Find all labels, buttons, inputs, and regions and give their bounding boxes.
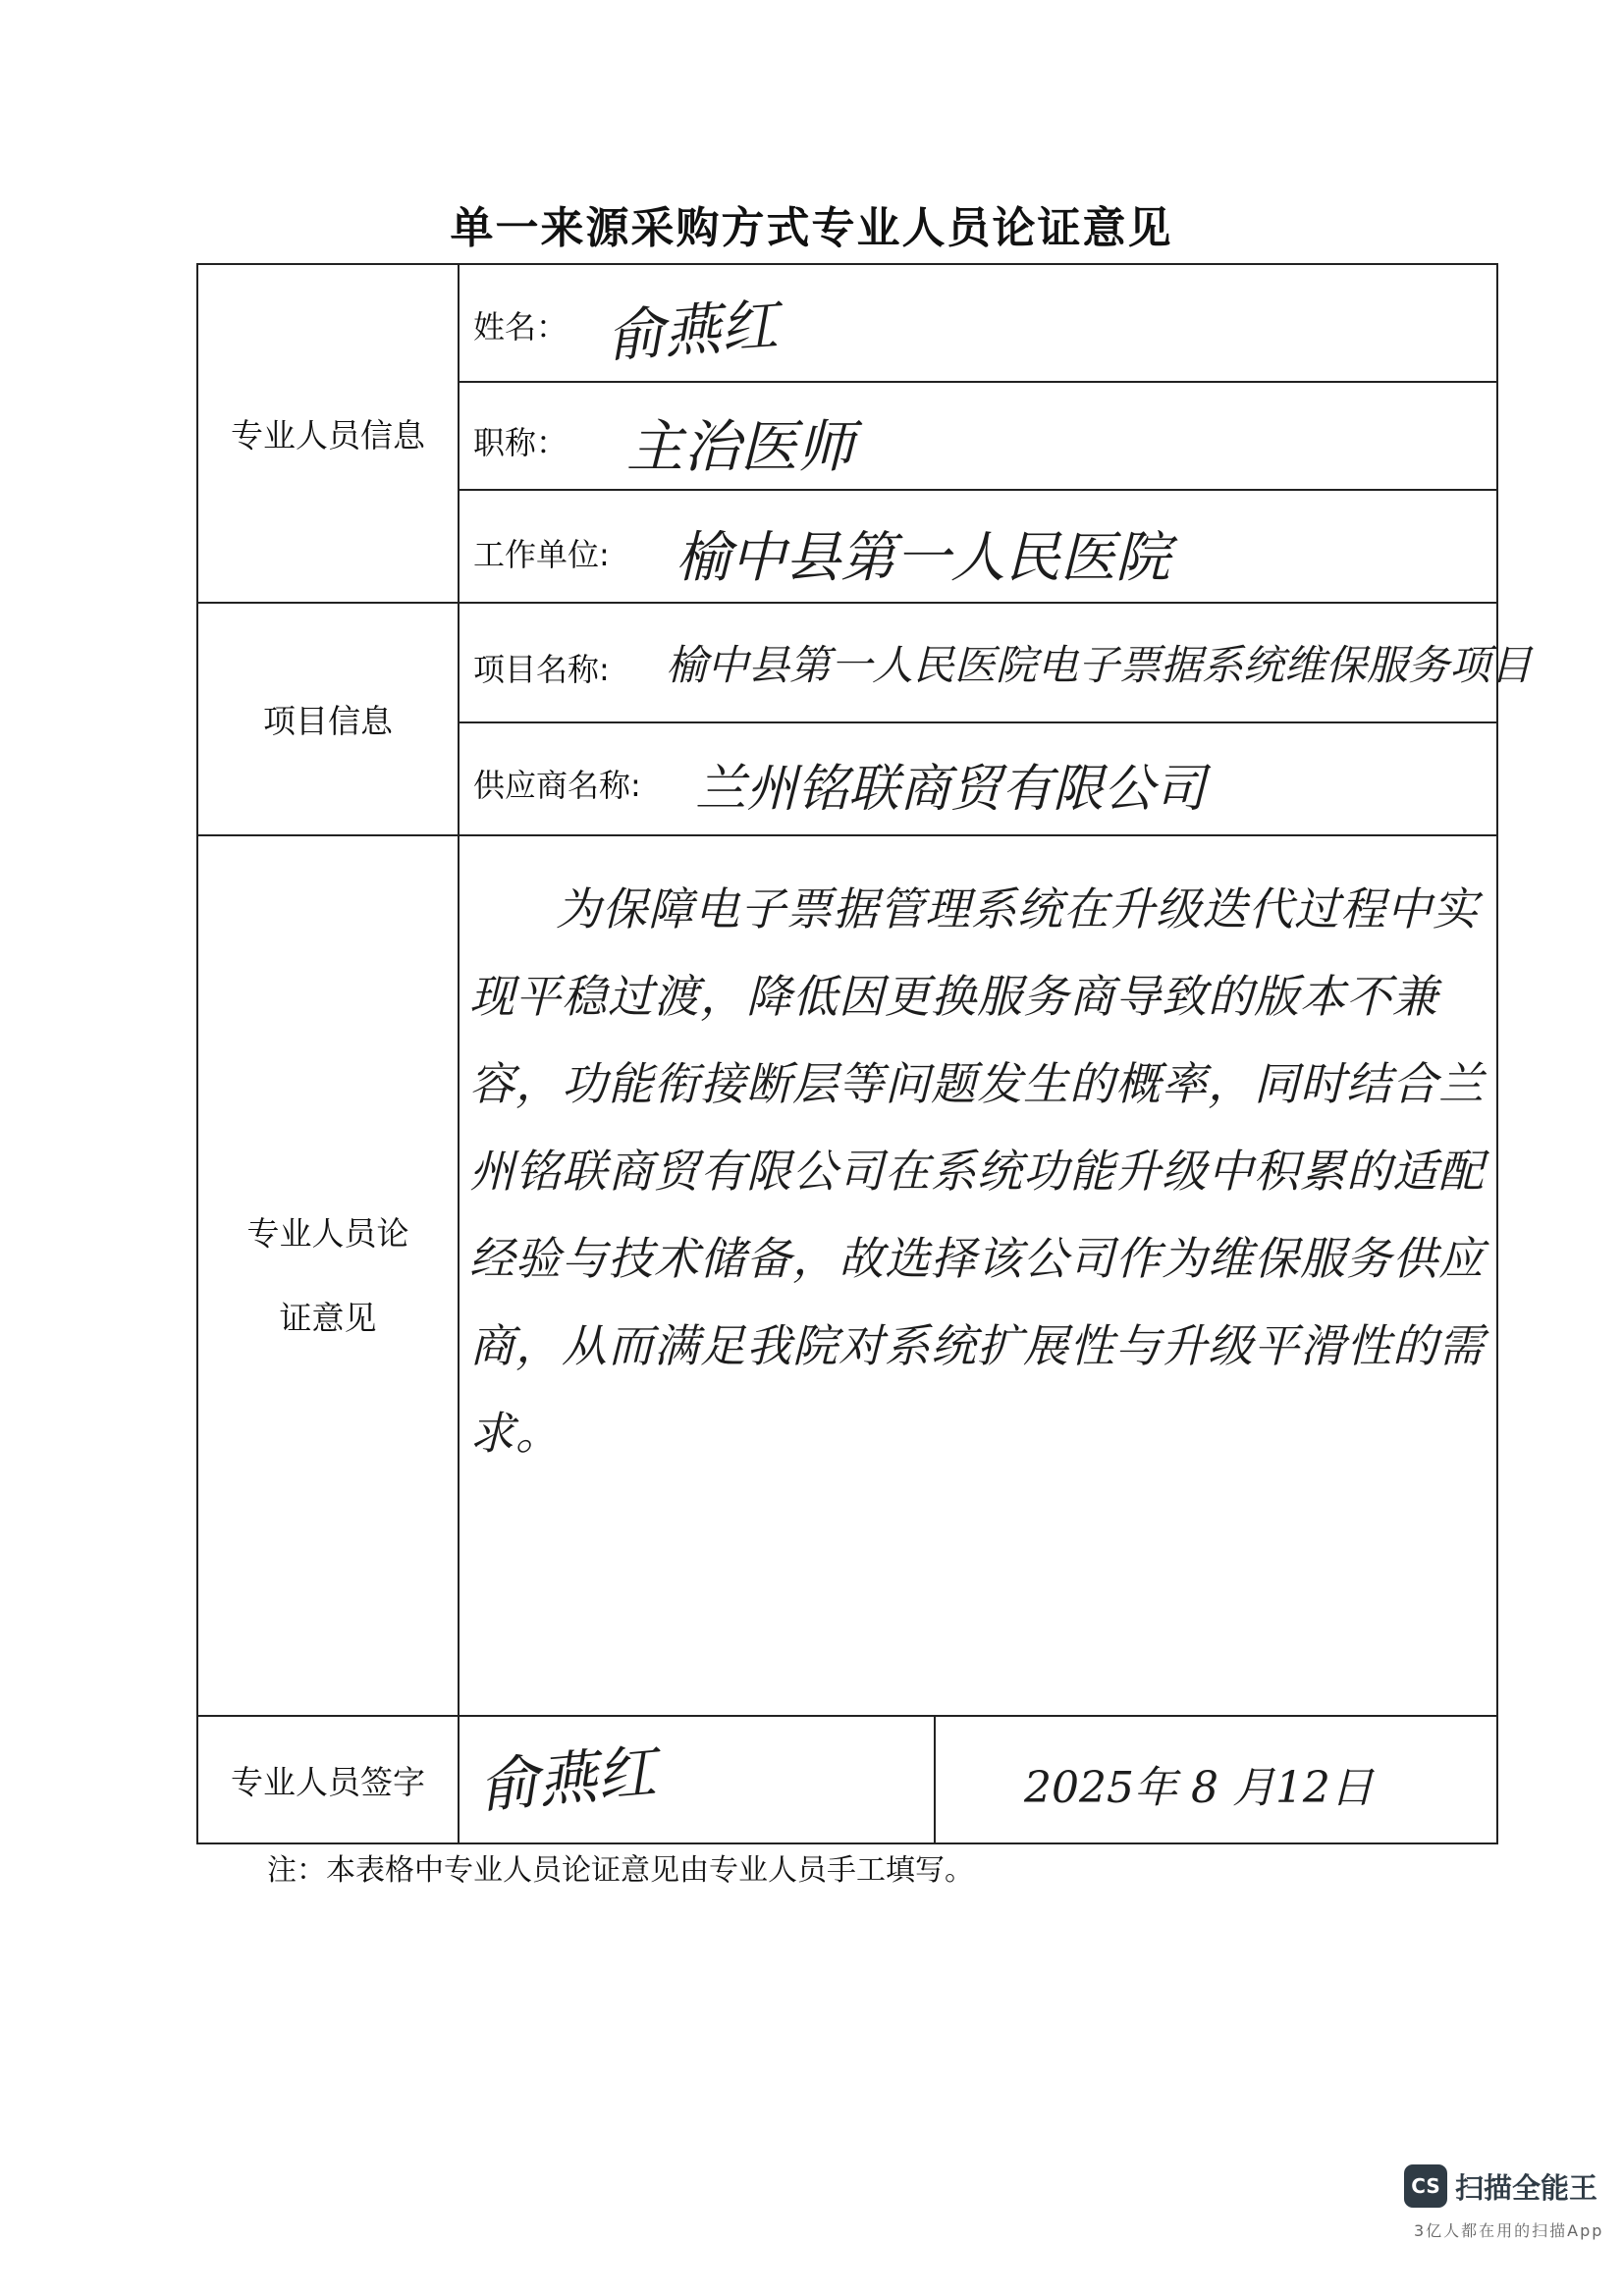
argument-form-table bbox=[196, 263, 1533, 1844]
project-label: 项目名称: bbox=[473, 651, 610, 688]
title-row bbox=[459, 382, 1497, 490]
project-handwritten: 榆中县第一人民医院电子票据系统维保服务项目 bbox=[666, 641, 1533, 689]
employer-label: 工作单位: bbox=[473, 536, 610, 573]
title-label: 职称： bbox=[473, 424, 568, 461]
date-cell bbox=[935, 1716, 1497, 1843]
scanner-app-subtitle: 3亿人都在用的扫描App bbox=[1414, 2221, 1604, 2240]
employer-row bbox=[459, 490, 1497, 603]
supplier-handwritten: 兰州铭联商贸有限公司 bbox=[695, 760, 1207, 819]
supplier-row bbox=[459, 722, 1497, 835]
name-row bbox=[459, 264, 1497, 382]
employer-handwritten: 榆中县第一人民医院 bbox=[676, 526, 1170, 590]
section-personnel-info: 专业人员信息 bbox=[197, 264, 459, 603]
name-handwritten: 俞燕红 bbox=[604, 291, 781, 370]
name-label: 姓名： bbox=[473, 308, 568, 346]
signature-cell bbox=[459, 1716, 935, 1843]
camscanner-logo-icon: CS bbox=[1404, 2164, 1447, 2208]
title-handwritten: 主治医师 bbox=[626, 413, 855, 480]
footnote: 注：本表格中专业人员论证意见由专业人员手工填写。 bbox=[267, 1853, 974, 1888]
section-signature: 专业人员签字 bbox=[197, 1716, 459, 1843]
signature-handwritten: 俞燕红 bbox=[476, 1737, 659, 1822]
project-row bbox=[459, 603, 1533, 722]
section-opinion: 专业人员论证意见 bbox=[197, 835, 459, 1716]
supplier-label: 供应商名称: bbox=[473, 767, 641, 804]
scanner-app-name: 扫描全能王 bbox=[1455, 2170, 1598, 2205]
opinion-cell bbox=[459, 835, 1497, 1716]
signature-date: 2025年 8 月12日 bbox=[1024, 1763, 1374, 1813]
page-title: 单一来源采购方式专业人员论证意见 bbox=[450, 203, 1173, 253]
section-project-info: 项目信息 bbox=[197, 603, 459, 835]
scanner-watermark bbox=[1404, 2164, 1597, 2208]
opinion-handwritten-text: 为保障电子票据管理系统在升级迭代过程中实现平稳过渡，降低因更换服务商导致的版本不兼容，功能衔接断层等问题发生的概率，同时结合兰州铭联商贸有限公司在系统功能升级中积累的适配经验与技术储备，故选择该公司作为维保服务供应商，从而满足我院对系统扩展性与升级平滑性的需求。 bbox=[469, 882, 1485, 1460]
